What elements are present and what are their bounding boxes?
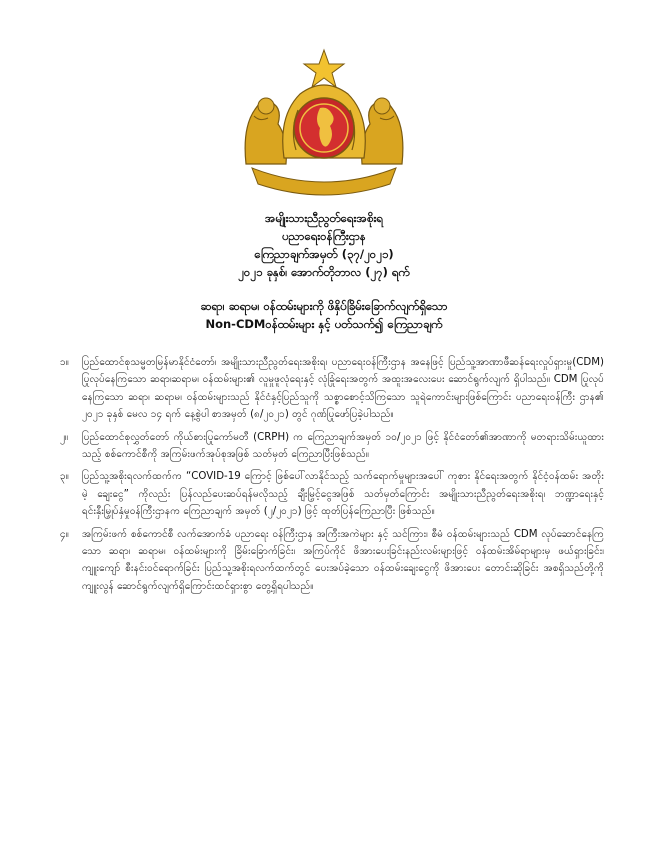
paragraph <box>60 429 604 464</box>
paragraph <box>60 526 604 596</box>
ministry-name: ပညာရေးဝန်ကြီးဌာန <box>282 229 366 243</box>
paragraph <box>60 354 604 424</box>
paragraph-number: ၃။ <box>60 471 69 483</box>
paragraph-number: ၂။ <box>60 431 69 443</box>
paragraph <box>60 468 604 520</box>
subject-line-1: ဆရာ၊ ဆရာမ၊ ဝန်ထမ်းများကို ဖိနှိပ်ခြိမ်းခြောက်လျက်ရှိသော <box>200 299 448 313</box>
paragraph-text: ပြည်သူ့အစိုးရလက်ထက်က “COVID-19 ကြောင့် ဖြစ်ပေါ်လာနိုင်သည့် သက်ရောက်မှုများအပေါ် ကုစား နိုင်ရေးအတွက် နိုင်ငံ့ဝန်ထမ်း အတိုးမဲ့ ချေးငွေ” ကိုလည်း ပြန်လည်ပေးဆပ်ရန်မလိုသည့် ချီးမြှင့်ငွေအဖြစ် သတ်မှတ်ကြောင်း အမျိုးသားညီညွတ်ရေးအစိုးရ၊ ဘဏ္ဍာရေးနှင့် ရင်းနှီးမြှုပ်နှံမှုဝန်ကြီးဌာနက ကြေညာချက် အမှတ် (၂/၂၀၂၁) ဖြင့် ထုတ်ပြန်ကြေညာပြီး ဖြစ်သည်။ <box>82 471 604 518</box>
announcement-number: ကြေညာချက်အမှတ် (၃၇/၂၀၂၁) <box>254 247 394 261</box>
paragraph-number: ၄။ <box>60 528 69 540</box>
state-seal-emblem <box>238 46 410 196</box>
subject-line-2: Non-CDMဝန်ထမ်းများ နှင့် ပတ်သက်၍ ကြေညာချက် <box>205 317 443 331</box>
announcement-date: ၂၀၂၁ ခုနှစ်၊ အောက်တိုဘာလ (၂၇) ရက် <box>238 265 410 279</box>
government-name: အမျိုးသားညီညွတ်ရေးအစိုးရ <box>264 211 384 225</box>
paragraph-number: ၁။ <box>60 357 69 368</box>
paragraph-text: အကြမ်းဖက် စစ်ကောင်စီ လက်အောက်ခံ ပညာရေး ဝန်ကြီးဌာန အကြီးအကဲများ နှင့် သင်ကြား၊ စီမံ ဝန်ထမ်းများသည် CDM လုပ်ဆောင်နေကြသော ဆရာ၊ ဆရာမ၊ ဝန်ထမ်းများကို ခြိမ်းခြောက်ခြင်း၊ အကြပ်ကိုင် ဖိအားပေးခြင်းနည်းလမ်းများဖြင့် ဝန်ထမ်းအိမ်ရာများမှ ဖယ်ရှားခြင်း၊ ကျူးကျော် စီးနင်းဝင်ရောက်ခြင်း ပြည်သူ့အစိုးရလက်ထက်တွင် ပေးအပ်ခဲ့သော ဝန်ထမ်းချေးငွေကို ဖိအားပေး တောင်းဆိုခြင်း အစရှိသည်တို့ကို ကျူးလွန် ဆောင်ရွက်လျက်ရှိကြောင်းထင်ရှားစွာ တွေ့ရှိရပါသည်။ <box>82 528 604 592</box>
paragraph-text: ပြည်ထောင်စုလွှတ်တော် ကိုယ်စားပြုကော်မတီ (CRPH) က ကြေညာချက်အမှတ် ၁၀/၂၀၂၁ ဖြင့် နိုင်ငံတော်၏အာဏာကို မတရားသိမ်းယူထားသည့် စစ်ကောင်စီကို အကြမ်းဖက်အုပ်စုအဖြစ် သတ်မှတ် ကြေညာပြီးဖြစ်သည်။ <box>82 431 604 461</box>
seal-icon <box>238 46 410 196</box>
announcement-body <box>60 354 604 600</box>
paragraph-text: ပြည်ထောင်စုသမ္မတမြန်မာနိုင်ငံတော်၊ အမျိုးသားညီညွတ်ရေးအစိုးရ၊ ပညာရေးဝန်ကြီးဌာန အနေဖြင့် ပြည်သူ့အာဏာဖီဆန်ရေးလှုပ်ရှားမှု(CDM) ပြုလုပ်နေကြသော ဆရာ၊ဆရာမ၊ ဝန်ထမ်းများ၏ လူမှုဖူလုံရေးနှင့် လုံခြုံရေးအတွက် အထူးအလေးပေး ဆောင်ရွက်လျက် ရှိပါသည်။ CDM ပြုလုပ်နေကြသော ဆရာ၊ ဆရာမ၊ ဝန်ထမ်းများသည် နိုင်ငံနှင့်ပြည်သူကို သစ္စာစောင့်သိကြသော သူရဲကောင်းများဖြစ်ကြောင်း ပညာရေးဝန်ကြီး ဌာန၏ ၂၀၂၁ ခုနှစ် မေလ ၁၄ ရက် နေ့စွဲပါ စာအမှတ် (၈/၂၀၂၁) တွင် ဂုဏ်ပြုဖော်ပြခဲ့ပါသည်။ <box>82 357 604 421</box>
